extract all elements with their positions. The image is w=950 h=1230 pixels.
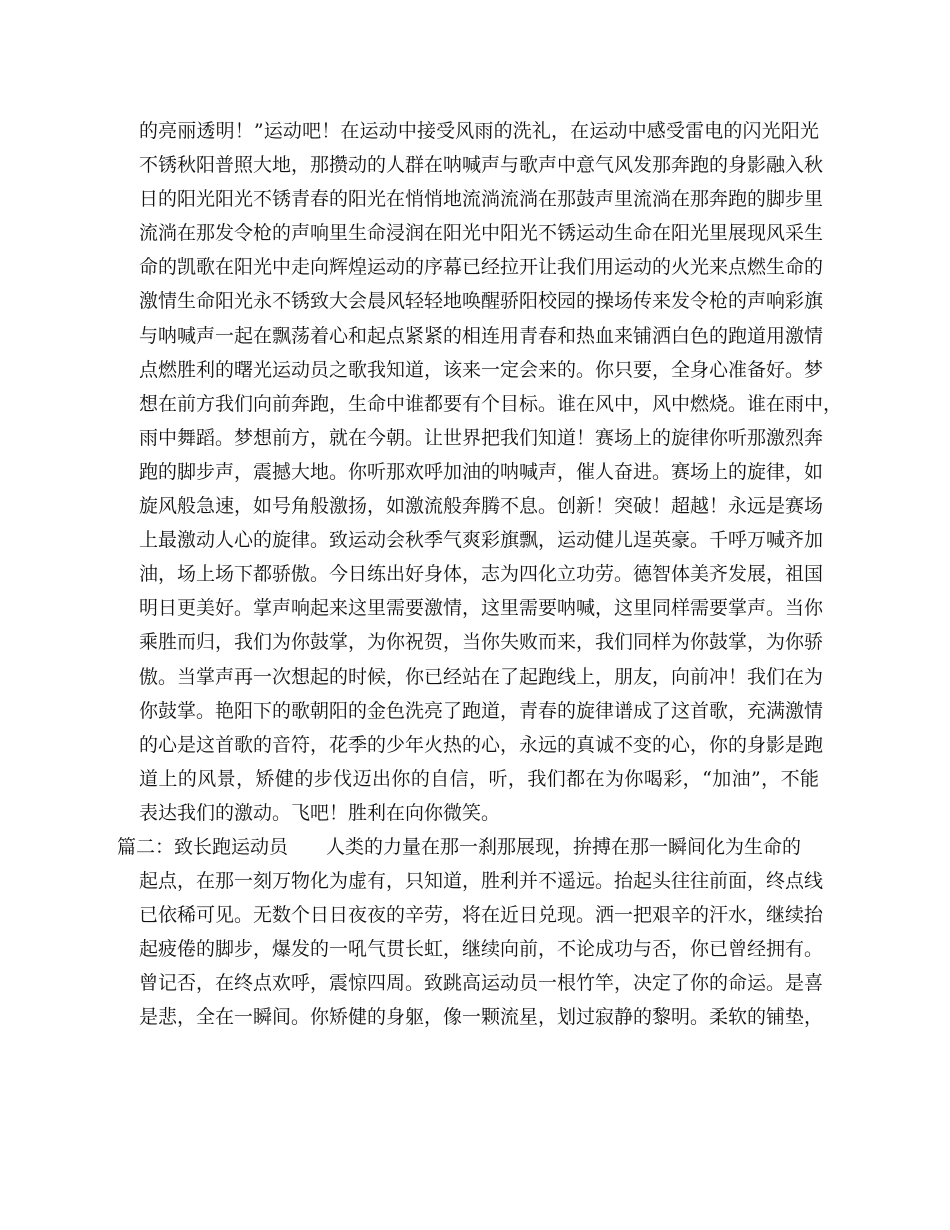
- text-line: 想在前方我们向前奔跑，生命中谁都要有个目标。谁在风中，风中燃烧。谁在雨中，: [139, 392, 843, 415]
- text-line: 明日更美好。掌声响起来这里需要激情，这里需要呐喊，这里同样需要掌声。当你: [139, 597, 824, 620]
- text-line: 油，场上场下都骄傲。今日练出好身体，志为四化立功劳。德智体美齐发展，祖国: [139, 563, 824, 586]
- text-line: 的心是这首歌的音符，花季的少年火热的心，永远的真诚不变的心，你的身影是跑: [139, 733, 824, 756]
- section-heading: 篇二：致长跑运动员: [117, 835, 289, 858]
- text-line: 你鼓掌。艳阳下的歌朝阳的金色洗亮了跑道，青春的旋律谱成了这首歌，充满激情: [139, 699, 824, 722]
- text-line: 表达我们的激动。飞吧！胜利在向你微笑。: [139, 801, 501, 824]
- body-text: [117, 114, 843, 1035]
- section-first-line: 人类的力量在那一刹那展现，拚搏在那一瞬间化为生命的: [326, 835, 802, 858]
- text-line: 曾记否，在终点欢呼，震惊四周。致跳高运动员一根竹竿，决定了你的命运。是喜: [139, 972, 824, 995]
- text-line: 上最激动人心的旋律。致运动会秋季气爽彩旗飘，运动健儿逞英豪。千呼万喊齐加: [139, 529, 824, 552]
- text-line: 雨中舞蹈。梦想前方，就在今朝。让世界把我们知道！赛场上的旋律你听那激烈奔: [139, 426, 824, 449]
- text-line: 旋风般急速，如号角般激扬，如激流般奔腾不息。创新！突破！超越！永远是赛场: [139, 495, 824, 518]
- text-line: 与呐喊声一起在飘荡着心和起点紧紧的相连用青春和热血来铺洒白色的跑道用激情: [139, 324, 824, 347]
- text-line: 起疲倦的脚步，爆发的一吼气贯长虹，继续向前，不论成功与否，你已曾经拥有。: [139, 938, 824, 961]
- text-line: 起点，在那一刻万物化为虚有，只知道，胜利并不遥远。抬起头往往前面，终点线: [139, 870, 824, 893]
- text-line: 已依稀可见。无数个日日夜夜的辛劳，将在近日兑现。洒一把艰辛的汗水，继续抬: [139, 904, 824, 927]
- text-line: 乘胜而归，我们为你鼓掌，为你祝贺，当你失败而来，我们同样为你鼓掌，为你骄: [139, 631, 824, 654]
- text-line: 激情生命阳光永不锈致大会晨风轻轻地唤醒骄阳校园的操场传来发令枪的声响彩旗: [139, 290, 824, 313]
- text-line: 流淌在那发令枪的声响里生命浸润在阳光中阳光不锈运动生命在阳光里展现风采生: [139, 222, 824, 245]
- text-line: 道上的风景，矫健的步伐迈出你的自信，听，我们都在为你喝彩，“加油”，不能: [139, 767, 819, 790]
- text-line: 不锈秋阳普照大地，那攒动的人群在呐喊声与歌声中意气风发那奔跑的身影融入秋: [139, 154, 824, 177]
- text-line: 的亮丽透明！”运动吧！在运动中接受风雨的洗礼，在运动中感受雷电的闪光阳光: [139, 120, 819, 142]
- text-line: 傲。当掌声再一次想起的时候，你已经站在了起跑线上，朋友，向前冲！我们在为: [139, 665, 824, 688]
- text-line: 点燃胜利的曙光运动员之歌我知道，该来一定会来的。你只要，全身心准备好。梦: [139, 358, 824, 381]
- text-line: 是悲，全在一瞬间。你矫健的身躯，像一颗流星，划过寂静的黎明。柔软的铺垫，: [139, 1006, 824, 1029]
- text-line: 命的凯歌在阳光中走向辉煌运动的序幕已经拉开让我们用运动的火光来点燃生命的: [139, 256, 824, 279]
- text-line: 跑的脚步声，震撼大地。你听那欢呼加油的呐喊声，催人奋进。赛场上的旋律，如: [139, 460, 824, 483]
- text-line: 日的阳光阳光不锈青春的阳光在悄悄地流淌流淌在那鼓声里流淌在那奔跑的脚步里: [139, 188, 824, 211]
- section-heading-line: [117, 830, 819, 864]
